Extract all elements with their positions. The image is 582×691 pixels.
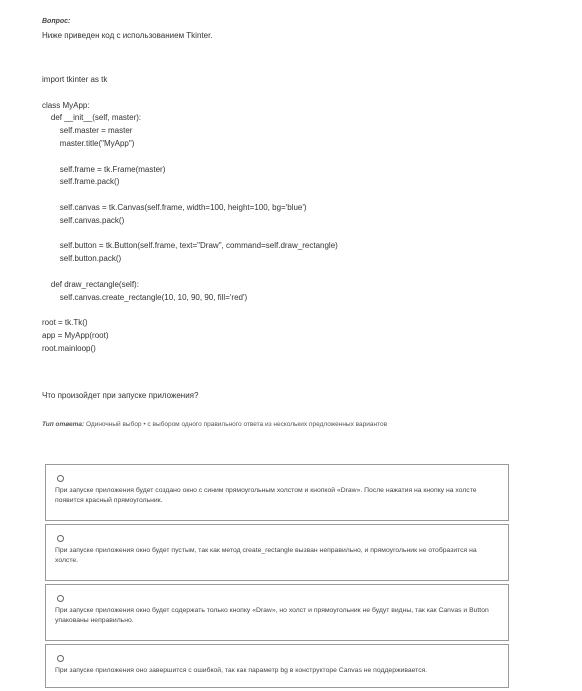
answer-option-4[interactable]: [45, 644, 509, 688]
code-line: root = tk.Tk(): [42, 318, 88, 328]
code-line: master.title("MyApp"): [42, 138, 135, 148]
code-line: import tkinter as tk: [42, 75, 108, 84]
radio-button[interactable]: [57, 475, 64, 482]
code-line: self.button.pack(): [42, 254, 122, 264]
code-line: self.frame = tk.Frame(master): [42, 164, 166, 174]
code-line: [42, 228, 338, 241]
code-line: self.canvas = tk.Canvas(self.frame, width=100, height=100, bg='blue'): [42, 202, 307, 212]
code-line: self.button = tk.Button(self.frame, text="Draw", command=self.draw_rectangle): [42, 241, 338, 251]
code-line: self.frame.pack(): [42, 177, 120, 187]
answer-option-text: При запуске приложения окно будет содержать только кнопку «Draw», но холст и прямоугольник не будут видны, так как Canvas и Button упакованы неправильно.: [55, 607, 489, 624]
answer-type-value: Одиночный выбор • с выбором одного правильного ответа из нескольких предложенных вариантов: [85, 421, 388, 428]
code-line: self.master = master: [42, 126, 133, 136]
code-line: class MyApp:: [42, 100, 90, 110]
code-line: def __init__(self, master):: [42, 113, 142, 123]
answer-options: [45, 464, 509, 691]
answer-type: [42, 421, 387, 428]
radio-button[interactable]: [57, 655, 64, 662]
code-line: [42, 304, 338, 317]
answer-option-text: При запуске приложения окно будет пустым, так как метод create_rectangle вызван неправильно, и прямоугольник не отобразится на холсте.: [55, 547, 477, 564]
intro-text: Ниже приведен код с использованием Tkinter.: [42, 31, 213, 40]
code-line: app = MyApp(root): [42, 330, 109, 340]
answer-type-label: Тип ответа:: [42, 421, 85, 428]
radio-button[interactable]: [57, 595, 64, 602]
code-line: [42, 87, 338, 100]
answer-option-text: При запуске приложения оно завершится с ошибкой, так как параметр bg в конструкторе Canvas не поддерживается.: [55, 667, 428, 674]
answer-option-3[interactable]: [45, 584, 509, 641]
code-line: self.canvas.pack(): [42, 215, 125, 225]
answer-option-text: При запуске приложения будет создано окно с синим прямоугольным холстом и кнопкой «Draw». После нажатия на кнопку на холсте появится красный прямоугольник.: [55, 487, 477, 504]
code-line: [42, 266, 338, 279]
code-line: self.canvas.create_rectangle(10, 10, 90, 90, fill='red'): [42, 292, 248, 302]
answer-option-2[interactable]: [45, 524, 509, 581]
code-line: def draw_rectangle(self):: [42, 279, 139, 289]
answer-option-1[interactable]: [45, 464, 509, 521]
code-line: [42, 151, 338, 164]
question-label: Вопрос:: [42, 18, 71, 25]
radio-button[interactable]: [57, 535, 64, 542]
code-block: [42, 74, 338, 356]
code-line: [42, 189, 338, 202]
code-line: root.mainloop(): [42, 343, 96, 353]
question-text: Что произойдет при запуске приложения?: [42, 391, 199, 400]
